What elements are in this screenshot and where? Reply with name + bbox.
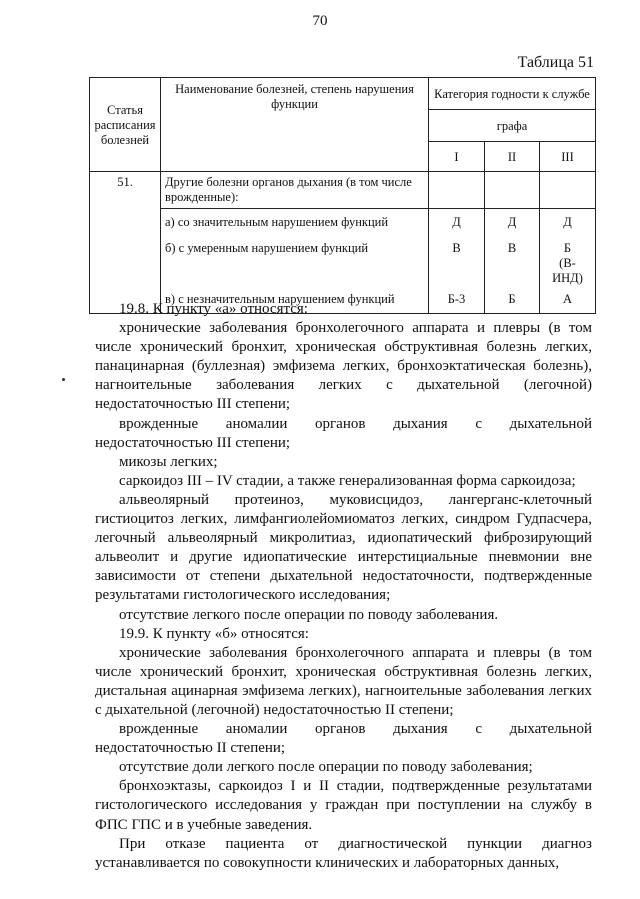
grade-cell: А — [540, 289, 596, 314]
grade-cell: В — [429, 238, 485, 289]
paragraph: хронические заболевания бронхолегочного аппарата и плевры (в том числе хронический бронхит, хроническая обструктивная болезнь легких, панацинарная (буллезная) эмфизема легких, бронхоэктатическая болезнь), нагноительные заболевания легких с дыхательной (легочной) недостаточностью III степени; — [95, 320, 592, 413]
header-article: Статья расписания болезней — [90, 78, 161, 172]
grade-cell: Д — [429, 209, 485, 239]
paragraph: отсутствие легкого после операции по поводу заболевания. — [119, 606, 499, 623]
row-article-number: 51. — [90, 172, 161, 314]
header-column: графа — [429, 110, 596, 142]
paragraph: бронхоэктазы, саркоидоз I и II стадии, подтвержденные результатами гистологического исследования у граждан при поступлении на службу в ФПС ГПС и в учебные заведения. — [95, 778, 592, 833]
paragraph: микозы легких; — [119, 453, 218, 470]
table-caption: Таблица 51 — [517, 54, 594, 71]
grade-cell: Б-3 — [429, 289, 485, 314]
grade-cell: В — [485, 238, 540, 289]
grade-cell: Б — [485, 289, 540, 314]
subrow-label: в) с незначительным нарушением функций — [161, 289, 429, 314]
header-col-1: I — [429, 142, 485, 172]
scan-speck — [62, 378, 65, 381]
subrow-label: б) с умеренным нарушением функций — [161, 238, 429, 289]
page-number: 70 — [312, 13, 328, 29]
header-disease-name: Наименование болезней, степень нарушения функции — [161, 78, 429, 172]
header-col-3: III — [540, 142, 596, 172]
paragraph: врожденные аномалии органов дыхания с дыхательной недостаточностью II степени; — [95, 721, 592, 757]
header-category: Категория годности к службе — [429, 78, 596, 110]
body-text — [95, 300, 592, 873]
disease-schedule-table — [89, 77, 596, 314]
paragraph: альвеолярный протеиноз, муковисцидоз, лангерганс-клеточный гистиоцитоз легких, лимфангиолейомиоматоз легких, синдром Гудпасчера, легочный альвеолярный микролитиаз, идиопатический фиброзирующий альвеолит и другие идиопатические интерстициальные пневмонии вне зависимости от степени дыхательной недостаточности, подтвержденные результатами гистологического исследования; — [95, 491, 592, 604]
paragraph: хронические заболевания бронхолегочного аппарата и плевры (в том числе хронический бронхит, хроническая обструктивная болезнь легких, дистальная ацинарная эмфизема легких), нагноительные заболевания легких с дыхательной (легочной) недостаточностью II степени; — [95, 644, 592, 718]
grade-cell: Б (В-ИНД) — [540, 238, 596, 289]
subrow-label: а) со значительным нарушением функций — [161, 209, 429, 239]
grade-cell: Д — [540, 209, 596, 239]
paragraph: 19.8. К пункту «а» относятся: — [119, 301, 308, 317]
row-title: Другие болезни органов дыхания (в том числе врожденные): — [161, 172, 429, 209]
paragraph: врожденные аномалии органов дыхания с дыхательной недостаточностью III степени; — [95, 415, 592, 451]
paragraph: 19.9. К пункту «б» относятся: — [119, 625, 309, 642]
grade-cell: Д — [485, 209, 540, 239]
paragraph: отсутствие доли легкого после операции по поводу заболевания; — [119, 759, 533, 776]
paragraph: При отказе пациента от диагностической пункции диагноз устанавливается по совокупности клинических и лабораторных данных, — [95, 835, 592, 871]
paragraph: саркоидоз III – IV стадии, а также генерализованная форма саркоидоза; — [119, 472, 576, 489]
header-col-2: II — [485, 142, 540, 172]
